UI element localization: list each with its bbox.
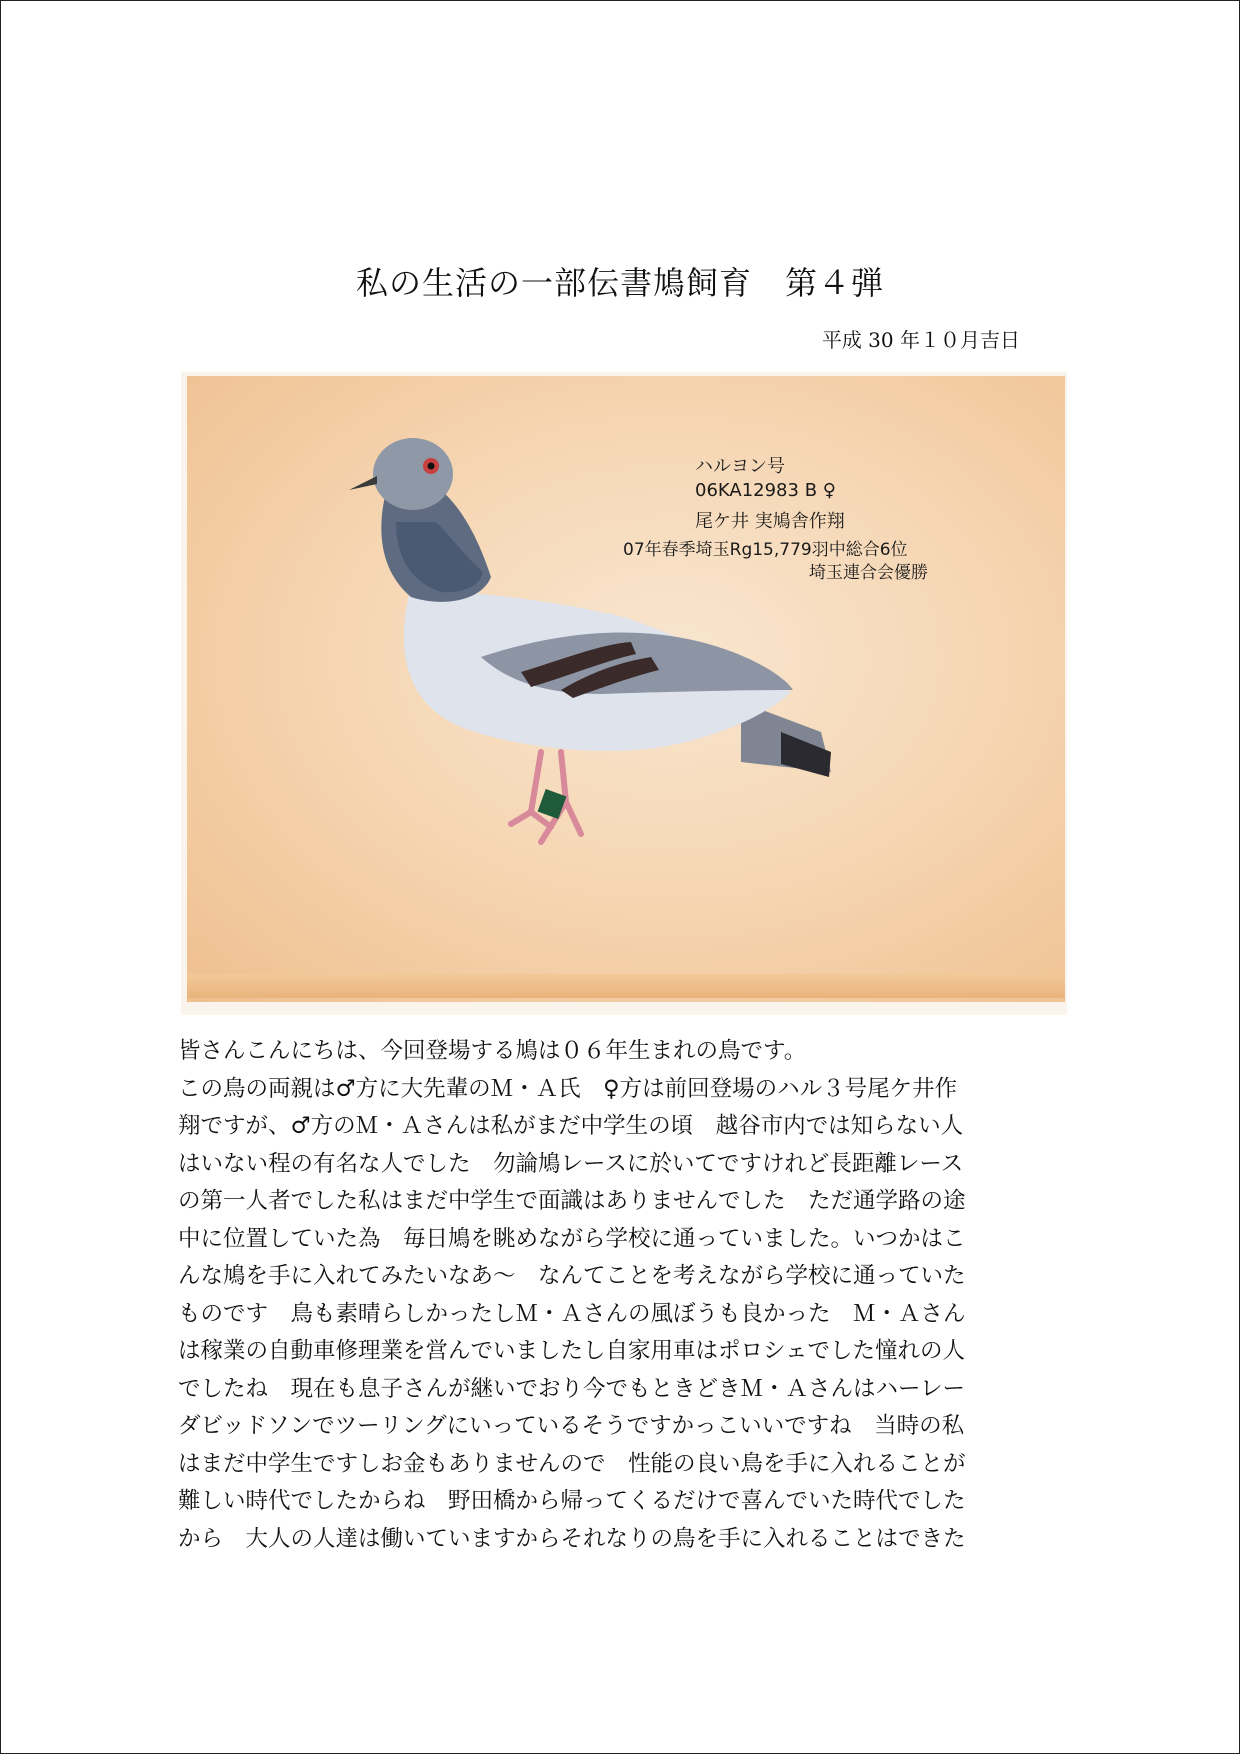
photo-caption-ring: 06KA12983 B ♀ <box>695 480 836 501</box>
photo-caption-loft: 尾ケ井 実鳩舎作翔 <box>695 511 845 532</box>
body-paragraph <box>178 1033 1066 1558</box>
body-line: この鳥の両親は♂方に大先輩のＭ・Ａ氏 ♀方は前回登場のハル３号尾ケ井作 <box>178 1075 958 1102</box>
photo-caption-award: 埼玉連合会優勝 <box>809 563 928 583</box>
body-line: 中に位置していた為 毎日鳩を眺めながら学校に通っていました。いつかはこ <box>178 1225 966 1252</box>
body-line: 難しい時代でしたからね 野田橋から帰ってくるだけで喜んでいた時代でした <box>178 1488 966 1514</box>
photo-caption-result: 07年春季埼玉Rg15,779羽中総合6位 <box>623 540 908 560</box>
pigeon-illustration <box>181 372 1067 1015</box>
body-line: の第一人者でした私はまだ中学生で面識はありませんでした ただ通学路の途 <box>178 1188 966 1214</box>
body-line: は稼業の自動車修理業を営んでいましたし自家用車はポロシェでした憧れの人 <box>178 1338 966 1364</box>
photo-caption-name: ハルヨン号 <box>695 456 785 477</box>
pigeon-photo <box>181 372 1067 1015</box>
body-line: 翔ですが、♂方のＭ・Ａさんは私がまだ中学生の頃 越谷市内では知らない人 <box>178 1113 964 1139</box>
body-line: ダビッドソンでツーリングにいっているそうですかっこいいですね 当時の私 <box>178 1413 965 1439</box>
body-line: んな鳩を手に入れてみたいなあ〜 なんてことを考えながら学校に通っていた <box>178 1263 966 1289</box>
body-line: から 大人の人達は働いていますからそれなりの鳥を手に入れることはできた <box>178 1525 966 1552</box>
body-line: ものです 鳥も素晴らしかったしＭ・Ａさんの風ぼうも良かった Ｍ・Ａさん <box>178 1300 966 1327</box>
body-line: でしたね 現在も息子さんが継いでおり今でもときどきＭ・Ａさんはハーレー <box>178 1375 966 1402</box>
document-title: 私の生活の一部伝書鳩飼育 第４弾 <box>355 264 884 302</box>
body-line: はいない程の有名な人でした 勿論鳩レースに於いてですけれど長距離レース <box>178 1150 964 1177</box>
document-date: 平成 30 年１０月吉日 <box>821 328 1020 352</box>
body-line: 皆さんこんにちは、今回登場する鳩は０６年生まれの鳥です。 <box>178 1038 807 1064</box>
body-line: はまだ中学生ですしお金もありませんので 性能の良い鳥を手に入れることが <box>178 1450 966 1477</box>
